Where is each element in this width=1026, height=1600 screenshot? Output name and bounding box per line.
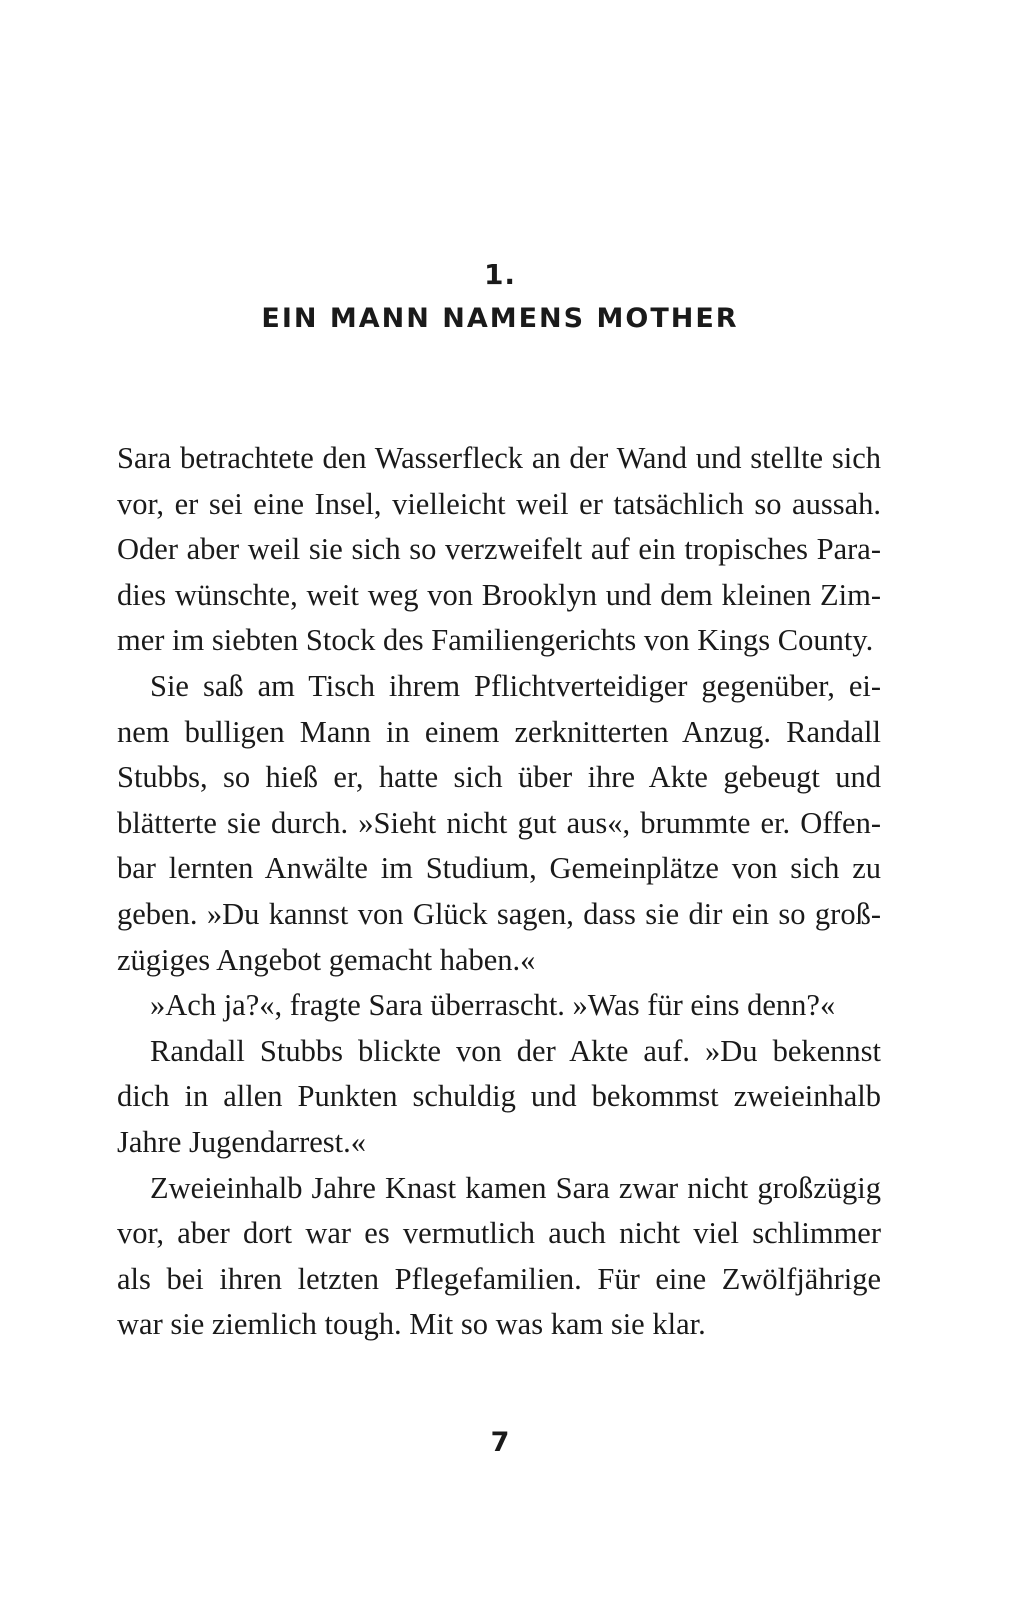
page-number: 7 (490, 1427, 510, 1458)
text-line: »Ach ja?«, fragte Sara überrascht. »Was für eins denn?« (150, 988, 836, 1023)
body-text (117, 436, 881, 1348)
paragraph (117, 664, 881, 983)
text-line: vor, er sei eine Insel, vielleicht weil er tatsächlich so aussah. (117, 486, 881, 521)
paragraph (117, 983, 881, 1029)
text-line: war sie ziemlich tough. Mit so was kam sie klar. (117, 1307, 706, 1342)
text-line: dich in allen Punkten schuldig und bekommst zweieinhalb (117, 1079, 881, 1114)
text-line: dies wünschte, weit weg von Brooklyn und dem kleinen Zim- (117, 577, 881, 612)
text-line: Randall Stubbs blickte von der Akte auf. »Du bekennst (150, 1033, 881, 1068)
text-line: nem bulligen Mann in einem zerknitterten Anzug. Randall (117, 714, 881, 749)
text-line: mer im siebten Stock des Familiengerichts von Kings County. (117, 623, 874, 658)
text-line: bar lernten Anwälte im Studium, Gemeinplätze von sich zu (117, 851, 881, 886)
text-line: geben. »Du kannst von Glück sagen, dass sie dir ein so groß- (117, 896, 881, 931)
paragraph (117, 1166, 881, 1348)
text-line: blätterte sie durch. »Sieht nicht gut aus«, brummte er. Offen- (117, 805, 881, 840)
text-line: Oder aber weil sie sich so verzweifelt auf ein tropisches Para- (117, 532, 881, 567)
text-line: Zweieinhalb Jahre Knast kamen Sara zwar nicht großzügig (150, 1170, 881, 1205)
text-line: zügiges Angebot gemacht haben.« (117, 942, 536, 977)
text-line: als bei ihren letzten Pflegefamilien. Für eine Zwölfjährige (117, 1261, 881, 1296)
text-line: Stubbs, so hieß er, hatte sich über ihre Akte gebeugt und (117, 760, 881, 795)
chapter-number: 1. (483, 258, 517, 291)
paragraph (117, 436, 881, 664)
text-line: Sara betrachtete den Wasserfleck an der Wand und stellte sich (117, 441, 881, 475)
paragraph (117, 1029, 881, 1166)
text-line: Sie saß am Tisch ihrem Pflichtverteidiger gegenüber, ei- (150, 668, 881, 703)
chapter-title: EIN MANN NAMENS MOTHER (261, 303, 739, 334)
text-line: vor, aber dort war es vermutlich auch nicht viel schlimmer (117, 1216, 881, 1251)
text-line: Jahre Jugendarrest.« (117, 1124, 366, 1159)
